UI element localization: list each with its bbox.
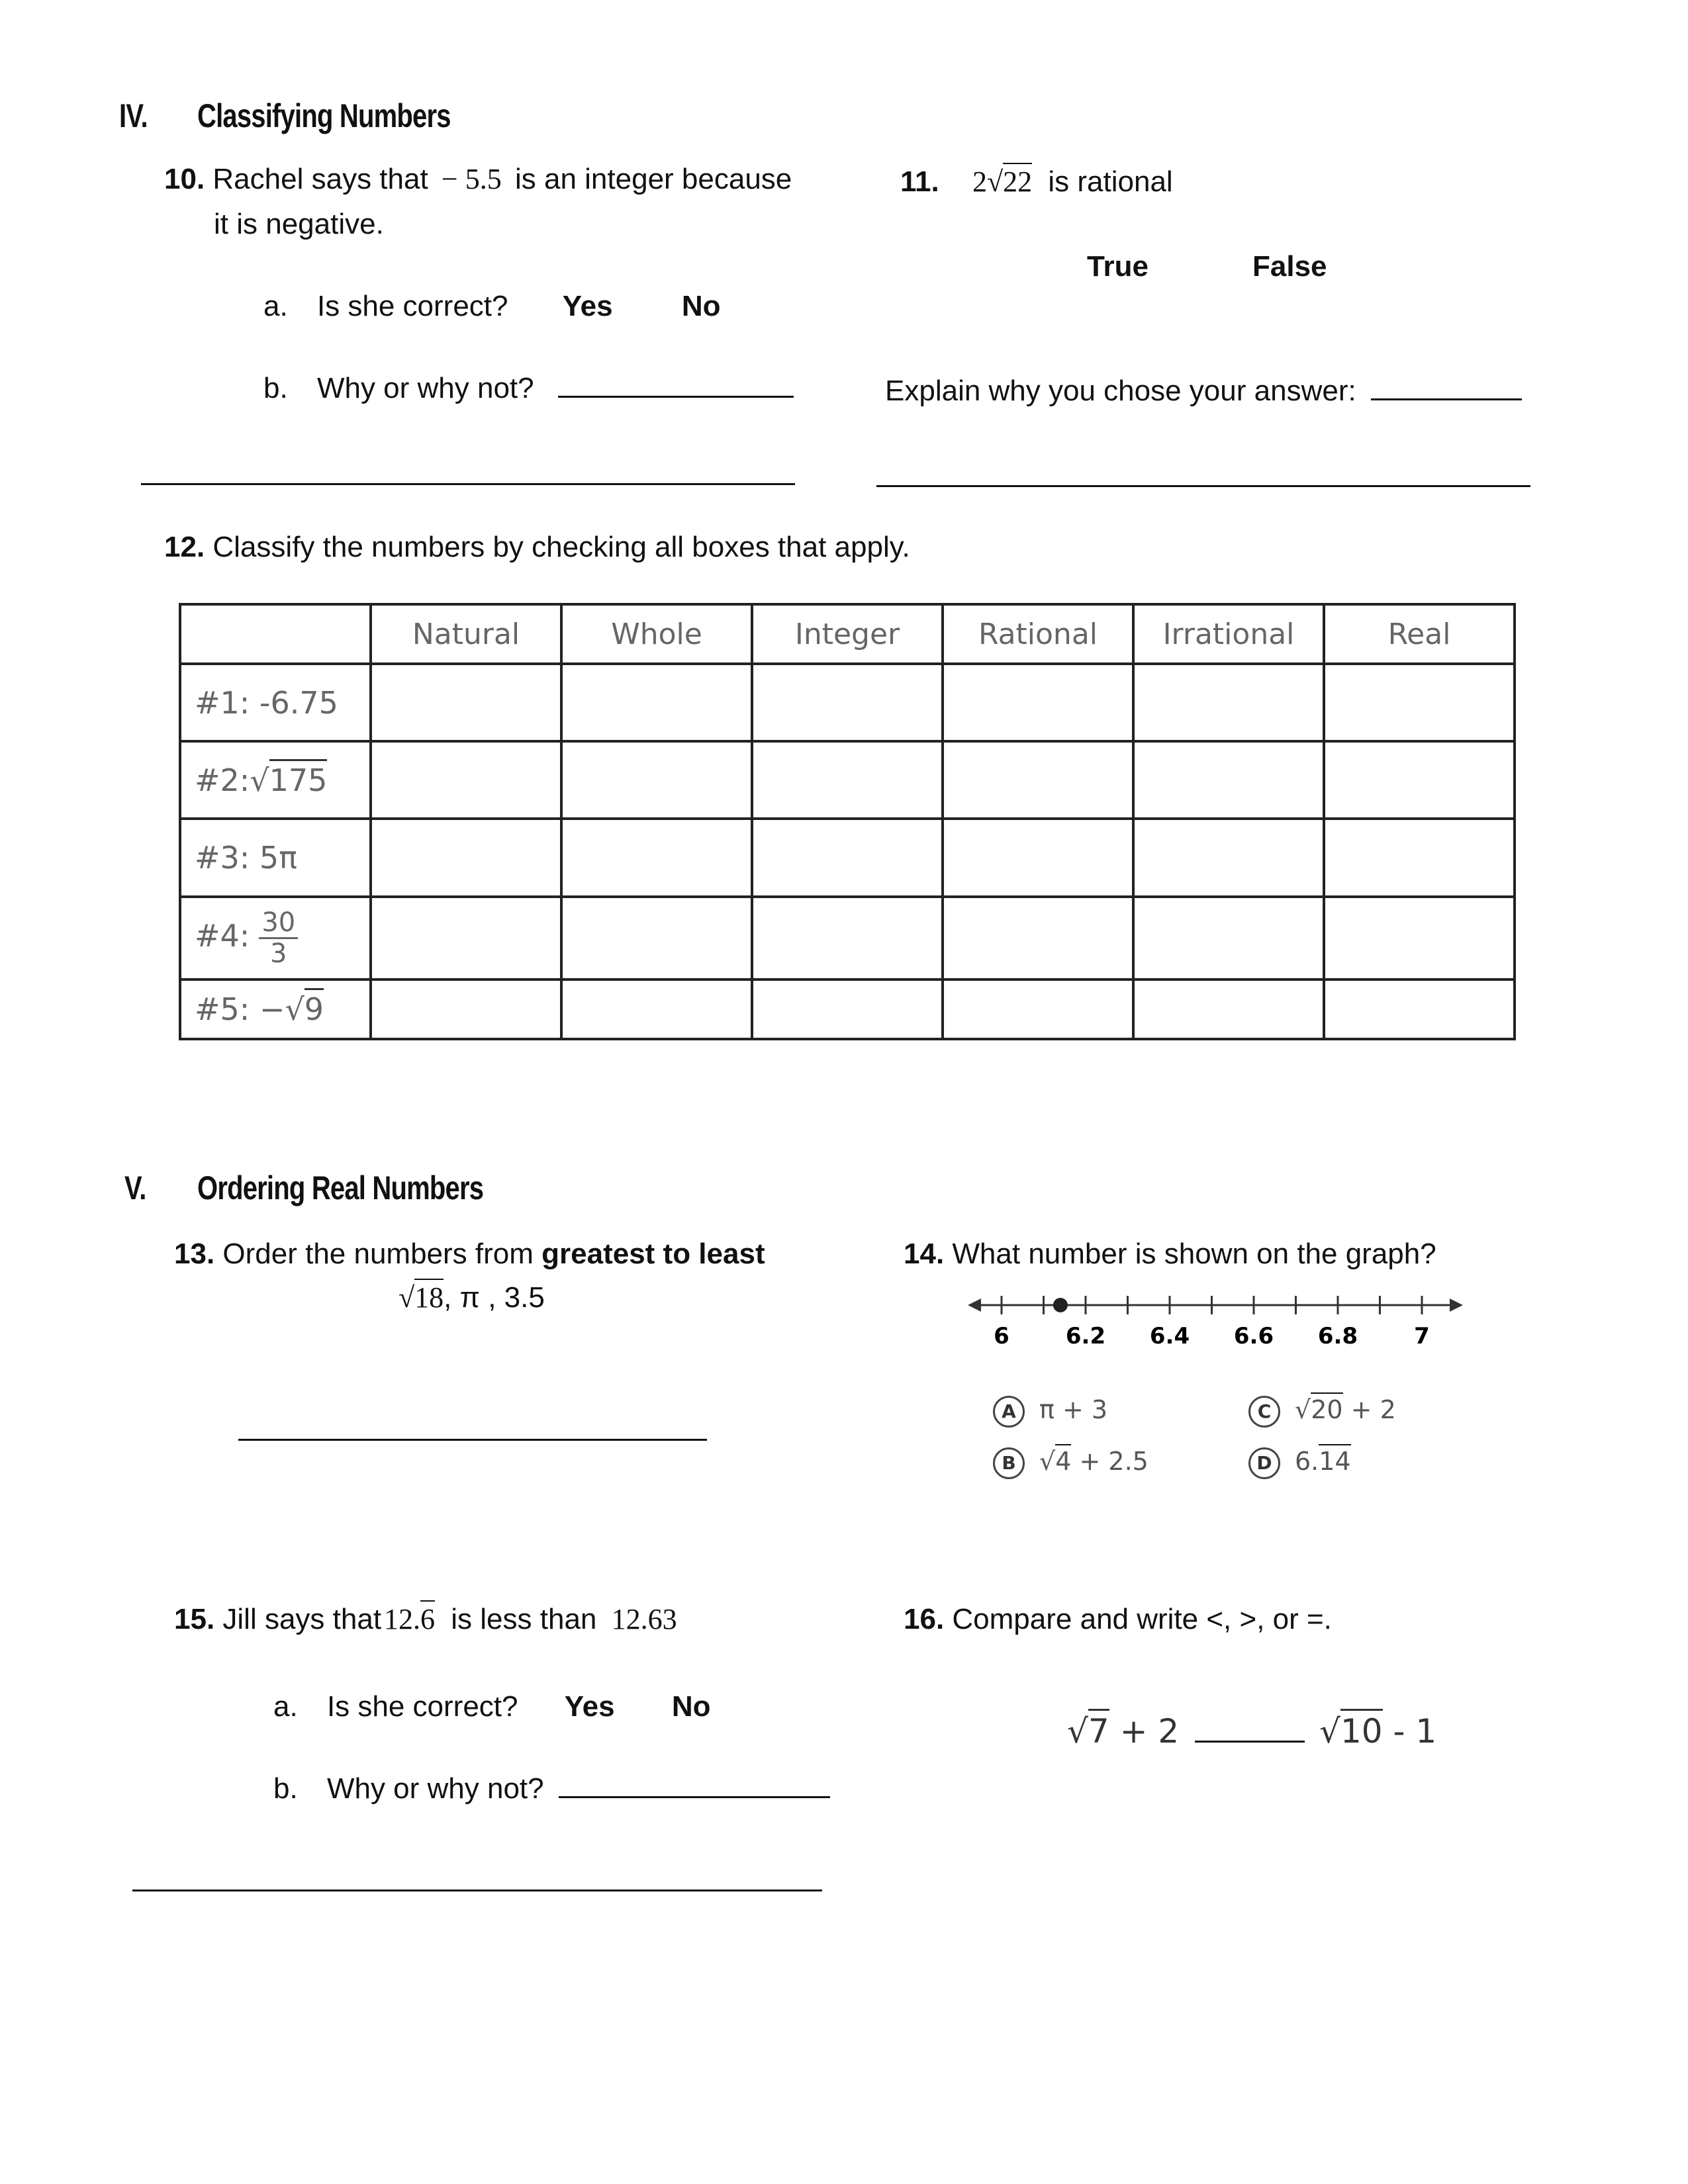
q10-a-label: a. (263, 290, 288, 322)
table-header-row (180, 604, 1515, 664)
q16-number: 16. (904, 1603, 945, 1635)
q10-value: − 5.5 (441, 163, 502, 195)
option-d-int: 6. (1295, 1447, 1319, 1476)
option-b-radicand: 4 (1055, 1444, 1071, 1476)
q11-radicand: 22 (1003, 163, 1032, 198)
checkbox-cell[interactable] (1324, 664, 1515, 741)
checkbox-cell[interactable] (561, 819, 752, 897)
q15-value-int: 12. (384, 1603, 421, 1635)
q11-answer-line[interactable] (876, 485, 1530, 487)
q16-right-radical: √ (1319, 1712, 1340, 1751)
option-a-text: π + 3 (1039, 1395, 1108, 1424)
checkbox-cell[interactable] (943, 979, 1133, 1039)
q10-b-answer-line[interactable] (558, 369, 794, 398)
q16-right-radicand: 10 (1340, 1709, 1383, 1751)
header-blank (180, 604, 371, 664)
q13-rest: , π , 3.5 (444, 1281, 545, 1314)
q12-stem (164, 527, 910, 568)
q15-a-text: Is she correct? (326, 1690, 518, 1723)
section-iv-numeral: IV. (119, 97, 148, 134)
q15-b-label: b. (273, 1772, 298, 1805)
q11-explain-text: Explain why you chose your answer: (885, 375, 1356, 407)
table-row (180, 979, 1515, 1039)
header-rational: Rational (943, 604, 1133, 664)
q16-answer-blank[interactable] (1195, 1711, 1305, 1743)
section-iv-title: Classifying Numbers (197, 97, 451, 134)
checkbox-cell[interactable] (752, 897, 943, 979)
checkbox-cell[interactable] (371, 979, 561, 1039)
checkbox-cell[interactable] (1324, 897, 1515, 979)
q12-text: Classify the numbers by checking all boxes that apply. (212, 531, 910, 563)
q11-number: 11. (900, 165, 939, 198)
section-v-title: Ordering Real Numbers (197, 1169, 484, 1206)
row4-fraction (259, 909, 298, 967)
header-real: Real (1324, 604, 1515, 664)
option-d-repeating: 14 (1319, 1444, 1350, 1476)
q16-left-radicand: 7 (1088, 1709, 1109, 1751)
tick-label: 6.8 (1317, 1323, 1358, 1349)
option-b-radical: √ (1039, 1447, 1056, 1476)
table-row (180, 741, 1515, 819)
option-b-circle: B (993, 1447, 1025, 1479)
q10-stem (164, 159, 792, 200)
q13-stem (174, 1234, 765, 1275)
q11-explain-line[interactable] (1371, 372, 1522, 400)
checkbox-cell[interactable] (752, 664, 943, 741)
q10-part-a (263, 286, 721, 327)
q16-left-rest: + 2 (1109, 1712, 1180, 1751)
q11-radical: √ (986, 165, 1004, 198)
q16-text: Compare and write <, >, or =. (952, 1603, 1332, 1635)
q13-radicand: 18 (414, 1279, 444, 1314)
q14-option-d[interactable] (1248, 1447, 1351, 1479)
q10-text-b: is an integer because (514, 163, 792, 195)
q11-false-option[interactable]: False (1252, 250, 1327, 283)
q11-text: is rational (1048, 165, 1173, 198)
q15-part-a (273, 1686, 711, 1727)
checkbox-cell[interactable] (943, 741, 1133, 819)
header-integer: Integer (752, 604, 943, 664)
checkbox-cell[interactable] (943, 664, 1133, 741)
q11-explain (885, 371, 1522, 412)
q15-text-b: is less than (451, 1603, 597, 1635)
table-row (180, 664, 1515, 741)
right-arrow-icon (1450, 1298, 1463, 1312)
checkbox-cell[interactable] (561, 897, 752, 979)
q15-part-b (273, 1768, 830, 1809)
option-b-rest: + 2.5 (1071, 1447, 1149, 1476)
q10-b-label: b. (263, 372, 288, 404)
q14-option-a[interactable] (993, 1395, 1107, 1428)
row5-radicand: 9 (305, 988, 324, 1027)
checkbox-cell[interactable] (561, 979, 752, 1039)
number-line (966, 1284, 1470, 1357)
checkbox-cell[interactable] (943, 897, 1133, 979)
option-c-rest: + 2 (1342, 1395, 1396, 1424)
q10-b-text: Why or why not? (316, 372, 534, 404)
row5-prefix: #5: − (195, 991, 285, 1027)
q13-radical: √ (399, 1281, 415, 1314)
table-row (180, 819, 1515, 897)
q15-answer-line[interactable] (132, 1889, 822, 1891)
row5-radical: √ (285, 991, 305, 1027)
q13-answer-line[interactable] (238, 1439, 707, 1441)
checkbox-cell[interactable] (1324, 979, 1515, 1039)
q10-part-b (263, 368, 794, 409)
tick-label: 7 (1414, 1323, 1430, 1349)
q12-number: 12. (164, 531, 205, 563)
q15-value2: 12.63 (611, 1603, 677, 1635)
q10-yes-option[interactable]: Yes (562, 290, 613, 322)
classification-table (179, 603, 1516, 1040)
checkbox-cell[interactable] (561, 664, 752, 741)
checkbox-cell[interactable] (752, 979, 943, 1039)
left-arrow-icon (968, 1298, 981, 1312)
q16-comparison (1067, 1711, 1436, 1751)
option-c-radical: √ (1295, 1395, 1311, 1424)
q15-value-repeating: 6 (420, 1600, 435, 1635)
header-irrational: Irrational (1133, 604, 1324, 664)
q16-right-rest: - 1 (1382, 1712, 1437, 1751)
header-natural: Natural (371, 604, 561, 664)
checkbox-cell[interactable] (371, 819, 561, 897)
checkbox-cell[interactable] (1133, 819, 1324, 897)
option-a-circle: A (993, 1396, 1025, 1428)
checkbox-cell[interactable] (1324, 819, 1515, 897)
q14-option-c[interactable] (1248, 1395, 1396, 1428)
q14-number: 14. (904, 1238, 945, 1270)
q10-no-option[interactable]: No (681, 290, 721, 322)
row2-radicand: 175 (269, 759, 328, 798)
q14-text: What number is shown on the graph? (952, 1238, 1436, 1270)
tick-label: 6.2 (1065, 1323, 1106, 1349)
q14-stem (904, 1234, 1436, 1275)
checkbox-cell[interactable] (371, 897, 561, 979)
checkbox-cell[interactable] (1133, 979, 1324, 1039)
q13-number: 13. (174, 1238, 215, 1270)
q13-numbers (399, 1277, 545, 1318)
checkbox-cell[interactable] (371, 664, 561, 741)
q11-true-option[interactable]: True (1087, 250, 1149, 283)
header-whole: Whole (561, 604, 752, 664)
row2-prefix: #2: (195, 762, 250, 798)
option-c-radicand: 20 (1311, 1392, 1342, 1424)
checkbox-cell[interactable] (1133, 664, 1324, 741)
q15-yes-option[interactable]: Yes (564, 1690, 615, 1723)
row-label-5 (180, 979, 371, 1039)
q15-number: 15. (174, 1603, 215, 1635)
checkbox-cell[interactable] (561, 741, 752, 819)
q16-left-radical: √ (1067, 1712, 1088, 1751)
q10-answer-line[interactable] (141, 483, 795, 485)
q15-text-a: Jill says that (222, 1603, 382, 1635)
checkbox-cell[interactable] (1324, 741, 1515, 819)
q15-b-text: Why or why not? (326, 1772, 544, 1805)
table-row (180, 897, 1515, 979)
row4-numerator: 30 (259, 909, 298, 939)
q10-number: 10. (164, 163, 205, 195)
q13-bold: greatest to least (541, 1238, 765, 1270)
tick-label: 6.6 (1233, 1323, 1274, 1349)
checkbox-cell[interactable] (752, 819, 943, 897)
row-label-2 (180, 741, 371, 819)
row2-radical: √ (250, 762, 269, 798)
section-v-numeral: V. (124, 1169, 146, 1206)
checkbox-cell[interactable] (752, 741, 943, 819)
checkbox-cell[interactable] (1133, 741, 1324, 819)
tick-label: 6 (994, 1323, 1009, 1349)
number-line-labels (994, 1323, 1430, 1349)
checkbox-cell[interactable] (1133, 897, 1324, 979)
row-label-3: #3: 5π (180, 819, 371, 897)
row4-denominator: 3 (270, 938, 287, 969)
row4-prefix: #4: (195, 918, 250, 954)
q16-stem (904, 1599, 1332, 1640)
q15-a-label: a. (273, 1690, 298, 1723)
row-label-1: #1: -6.75 (180, 664, 371, 741)
number-line-point (1053, 1298, 1068, 1312)
row-label-4 (180, 897, 371, 979)
option-c-circle: C (1248, 1396, 1280, 1428)
option-d-circle: D (1248, 1447, 1280, 1479)
q10-text-c: it is negative. (214, 208, 384, 240)
q15-b-answer-line[interactable] (559, 1770, 830, 1798)
q11-coef: 2 (972, 165, 987, 198)
q13-text: Order the numbers from (222, 1238, 534, 1270)
q10-text-a: Rachel says that (212, 163, 428, 195)
q15-no-option[interactable]: No (671, 1690, 711, 1723)
q15-stem (174, 1599, 677, 1640)
tick-label: 6.4 (1149, 1323, 1190, 1349)
q14-option-b[interactable] (993, 1447, 1149, 1479)
q10-a-text: Is she correct? (316, 290, 508, 322)
checkbox-cell[interactable] (943, 819, 1133, 897)
q11-stem (900, 161, 1173, 203)
checkbox-cell[interactable] (371, 741, 561, 819)
